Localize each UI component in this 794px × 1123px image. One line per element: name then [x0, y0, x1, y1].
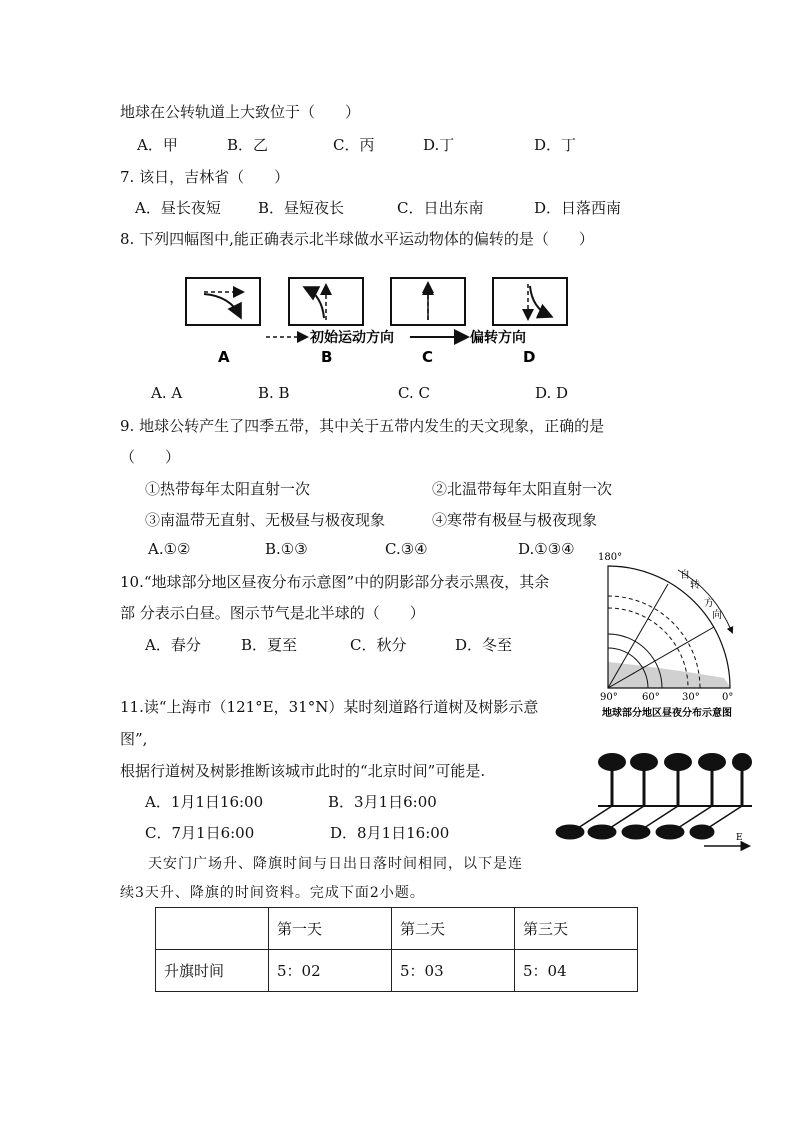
q8-option-c[interactable]: C. C: [398, 384, 430, 402]
deflection-box-a: [186, 278, 260, 325]
tree-shadow-figure: [552, 748, 752, 853]
q7-option-d[interactable]: D．日落西南: [534, 199, 622, 217]
night-shade: [608, 662, 731, 688]
table-row: [156, 950, 638, 992]
deflection-box-b: [289, 278, 363, 325]
q9-option-a[interactable]: A.①②: [148, 540, 191, 558]
legend-deflect-label: 偏转方向: [470, 330, 526, 346]
table-header-cell: 第二天: [392, 908, 515, 950]
q9-statement-2: ②北温带每年太阳直射一次: [432, 480, 613, 498]
tick-60: 60°: [642, 692, 660, 703]
deflection-figure: [182, 272, 574, 367]
q6-option-a[interactable]: A．甲: [137, 136, 178, 154]
q9-option-b[interactable]: B.①③: [265, 540, 308, 558]
q10-stem-line2: 部 分表示白昼。图示节气是北半球的（ ）: [120, 604, 425, 622]
q6-option-b[interactable]: B．乙: [227, 136, 269, 154]
rot-2: 转: [690, 580, 700, 591]
table-header-cell: 第三天: [515, 908, 638, 950]
table-cell: 5：04: [515, 950, 638, 992]
q9-statement-4: ④寒带有极昼与极夜现象: [432, 511, 598, 529]
q9-option-c[interactable]: C.③④: [385, 540, 428, 558]
q10-option-c[interactable]: C．秋分: [350, 636, 407, 654]
q6-stem: 地球在公转轨道上大致位于（ ）: [120, 103, 361, 121]
label-180: 180°: [598, 552, 623, 563]
q11-stem-line2: 图”,: [120, 730, 148, 748]
q7-option-c[interactable]: C．日出东南: [397, 199, 484, 217]
box-label-a: A: [218, 348, 230, 366]
q8-option-a[interactable]: A. A: [151, 384, 183, 402]
intro-line1: 天安门广场升、降旗时间与日出日落时间相同，以下是连: [148, 856, 523, 872]
table-header-row: [156, 908, 638, 950]
q8-stem: 8. 下列四幅图中,能正确表示北半球做水平运动物体的偏转的是（ ）: [120, 230, 594, 248]
q9-stem-tail: （ ）: [120, 448, 181, 466]
table-cell: 5：02: [269, 950, 392, 992]
q9-option-d[interactable]: D.①③④: [518, 540, 575, 558]
q7-option-a[interactable]: A．昼长夜短: [135, 199, 221, 217]
q9-statement-1: ①热带每年太阳直射一次: [145, 480, 311, 498]
table-header-cell: [156, 908, 269, 950]
intro-line2: 续3天升、降旗的时间资料。完成下面2小题。: [120, 885, 425, 901]
legend-initial-label: 初始运动方向: [310, 330, 394, 346]
q10-option-b[interactable]: B．夏至: [241, 636, 298, 654]
trees: [598, 753, 752, 806]
east-label: E: [736, 833, 743, 843]
deflection-box-d: [493, 278, 567, 325]
q6-option-c[interactable]: C．丙: [333, 136, 375, 154]
q8-option-d[interactable]: D. D: [535, 384, 569, 402]
table-cell: 升旗时间: [156, 950, 269, 992]
q6-option-d2[interactable]: D．丁: [534, 136, 577, 154]
q11-option-b[interactable]: B．3月1日6:00: [328, 793, 437, 811]
figure-caption: 地球部分地区昼夜分布示意图: [602, 708, 732, 719]
rot-4: 向: [712, 610, 722, 621]
rot-3: 方: [704, 598, 714, 609]
tick-90: 90°: [600, 692, 618, 703]
table-header-cell: 第一天: [269, 908, 392, 950]
day-night-figure: [596, 550, 756, 722]
deflection-box-c: [391, 278, 465, 325]
table-cell: 5：03: [392, 950, 515, 992]
q11-option-d[interactable]: D．8月1日16:00: [330, 824, 450, 842]
rot-1: 自: [680, 570, 690, 581]
q9-stem: 9. 地球公转产生了四季五带，其中关于五带内发生的天文现象，正确的是: [120, 417, 605, 435]
q10-option-d[interactable]: D．冬至: [455, 636, 513, 654]
tick-0: 0°: [722, 692, 734, 703]
q8-option-b[interactable]: B. B: [258, 384, 290, 402]
box-label-b: B: [321, 348, 333, 366]
q9-statement-3: ③南温带无直射、无极昼与极夜现象: [145, 511, 386, 529]
box-label-c: C: [422, 348, 434, 366]
q11-stem-line1: 11.读“上海市（121°E，31°N）某时刻道路行道树及树影示意: [120, 698, 539, 716]
flag-time-table: [155, 907, 638, 992]
q7-option-b[interactable]: B．昼短夜长: [258, 199, 345, 217]
tick-30: 30°: [682, 692, 700, 703]
q11-stem-line3: 根据行道树及树影推断该城市此时的“北京时间”可能是.: [120, 762, 486, 780]
box-label-d: D: [523, 348, 536, 366]
tree-shadows: [556, 806, 742, 839]
q6-option-d1[interactable]: D.丁: [423, 136, 455, 154]
q11-option-a[interactable]: A．1月1日16:00: [145, 793, 264, 811]
q11-option-c[interactable]: C．7月1日6:00: [145, 824, 255, 842]
q10-option-a[interactable]: A．春分: [145, 636, 201, 654]
q7-stem: 7. 该日，吉林省（ ）: [120, 168, 290, 186]
q10-stem-line1: 10.“地球部分地区昼夜分布示意图”中的阴影部分表示黑夜，其余: [120, 573, 550, 591]
